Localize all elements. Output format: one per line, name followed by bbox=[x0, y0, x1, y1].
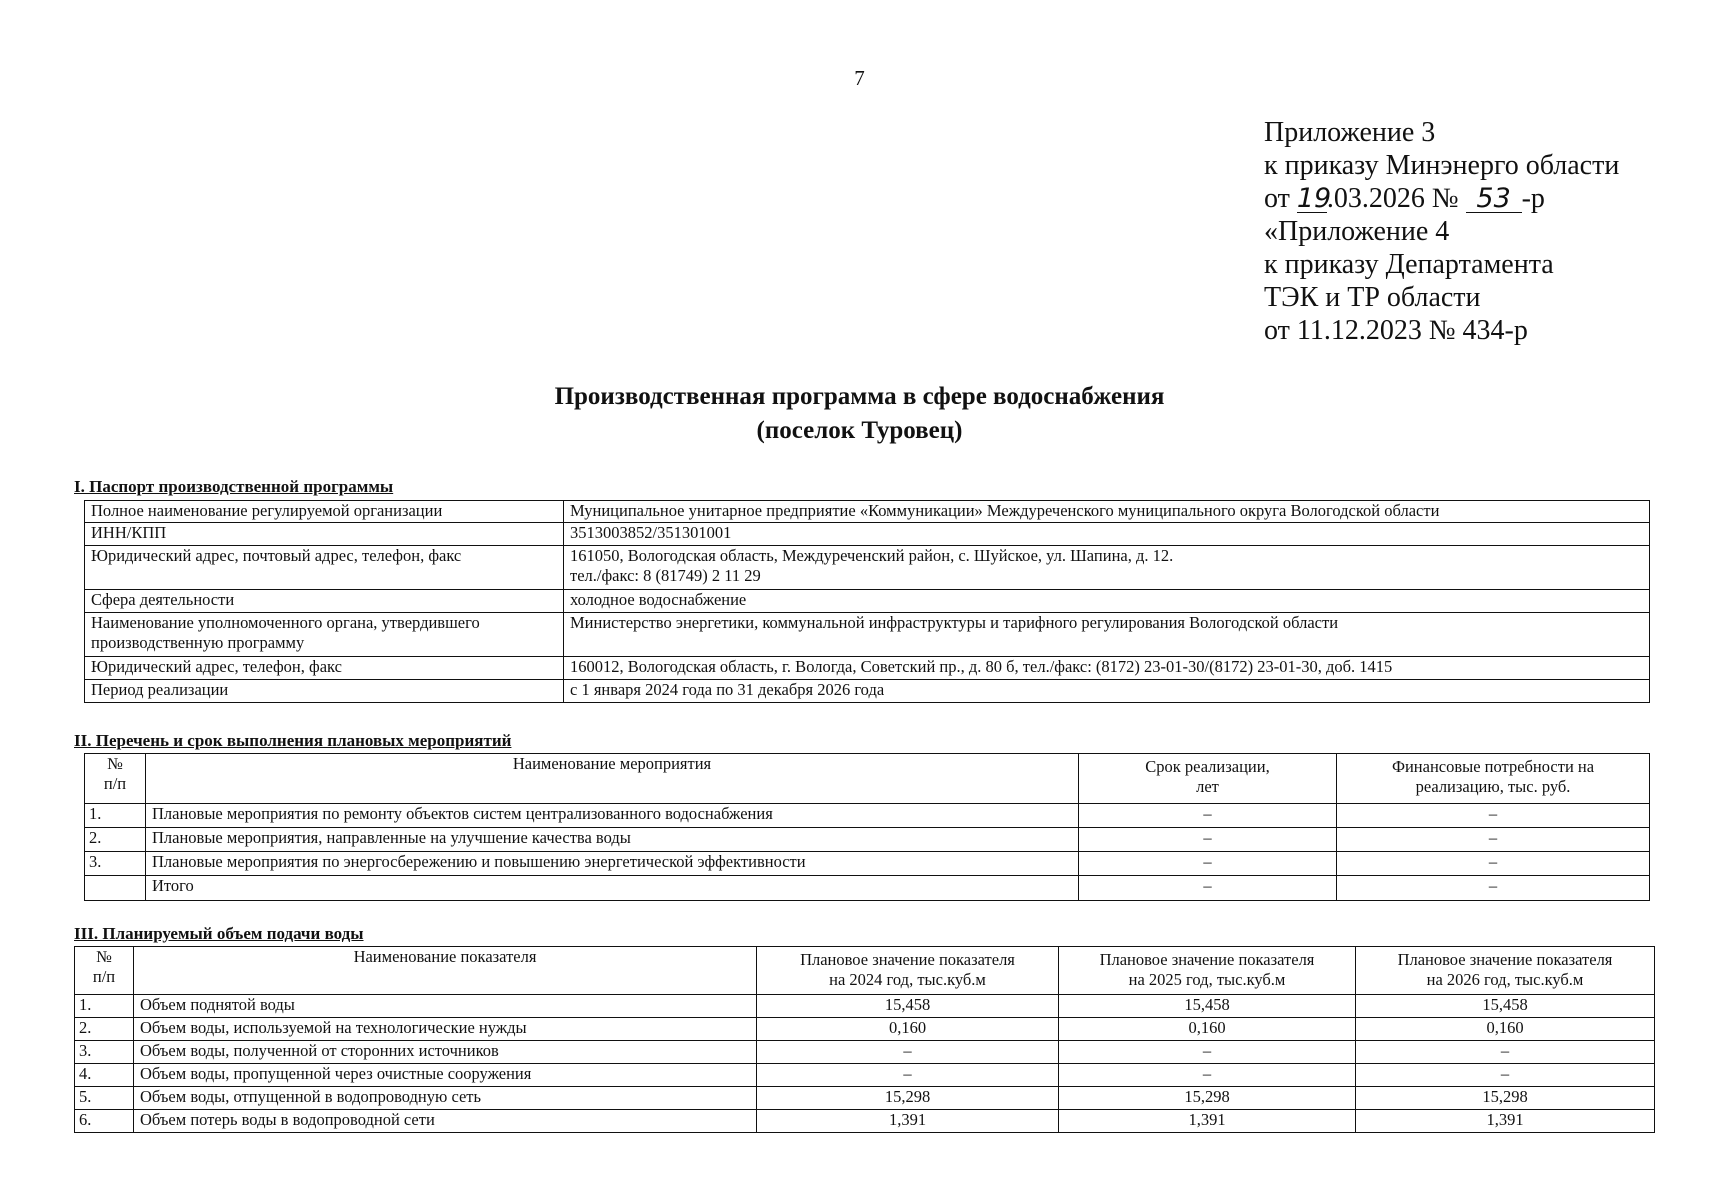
measure-name: Плановые мероприятия, направленные на улучшение качества воды bbox=[146, 828, 1079, 852]
section-1-heading: I. Паспорт производственной программы bbox=[74, 477, 394, 496]
table-header-row bbox=[85, 754, 1650, 804]
col-header-term bbox=[1079, 754, 1337, 804]
measures-table bbox=[84, 753, 1650, 901]
row-number bbox=[85, 876, 146, 901]
appendix-line: к приказу Департамента bbox=[1264, 249, 1554, 280]
value-2025: 1,391 bbox=[1059, 1110, 1356, 1133]
header-line: № bbox=[107, 754, 123, 773]
table-row bbox=[85, 590, 1650, 613]
table-row bbox=[85, 828, 1650, 852]
header-line: на 2024 год, тыс.куб.м bbox=[829, 970, 986, 989]
passport-value: с 1 января 2024 года по 31 декабря 2026 года bbox=[564, 680, 1650, 703]
indicator-name: Объем поднятой воды bbox=[134, 995, 757, 1018]
header-line: Финансовые потребности на bbox=[1391, 757, 1595, 776]
table-header-row bbox=[75, 947, 1655, 995]
value-2025: – bbox=[1059, 1041, 1356, 1064]
row-number: 1. bbox=[85, 804, 146, 828]
appendix-line: Приложение 3 bbox=[1264, 117, 1436, 148]
row-number: 5. bbox=[75, 1087, 134, 1110]
handwritten-order-number: 53 bbox=[1466, 186, 1522, 213]
water-volume-table bbox=[74, 946, 1655, 1133]
measure-finance: – bbox=[1337, 804, 1650, 828]
measure-name: Плановые мероприятия по ремонту объектов систем централизованного водоснабжения bbox=[146, 804, 1079, 828]
title-line: Производственная программа в сфере водоснабжения bbox=[554, 383, 1165, 410]
passport-label: Сфера деятельности bbox=[85, 590, 564, 613]
value-2025: 0,160 bbox=[1059, 1018, 1356, 1041]
date-rest: .03.2026 № bbox=[1326, 183, 1466, 214]
measure-finance: – bbox=[1337, 828, 1650, 852]
col-header-2026 bbox=[1356, 947, 1655, 995]
row-number: 3. bbox=[85, 852, 146, 876]
table-row bbox=[85, 852, 1650, 876]
order-suffix: -р bbox=[1521, 183, 1545, 214]
header-line: лет bbox=[1196, 777, 1219, 796]
header-line: Срок реализации, bbox=[1145, 757, 1270, 776]
table-row bbox=[75, 1041, 1655, 1064]
passport-label: Юридический адрес, почтовый адрес, телефон, факс bbox=[85, 546, 564, 590]
col-header-name: Наименование мероприятия bbox=[146, 754, 1079, 804]
passport-label: Юридический адрес, телефон, факс bbox=[85, 657, 564, 680]
header-line: реализацию, тыс. руб. bbox=[1415, 777, 1571, 796]
appendix-line: ТЭК и ТР области bbox=[1264, 282, 1481, 313]
appendix-header bbox=[1264, 116, 1619, 347]
value-2024: – bbox=[757, 1041, 1059, 1064]
table-row bbox=[75, 1064, 1655, 1087]
col-header-2025 bbox=[1059, 947, 1356, 995]
table-row bbox=[85, 804, 1650, 828]
appendix-line: «Приложение 4 bbox=[1264, 216, 1450, 247]
phone-line: тел./факс: 8 (81749) 2 11 29 bbox=[570, 566, 761, 585]
page-number: 7 bbox=[854, 66, 865, 90]
section-3-heading: III. Планируемый объем подачи воды bbox=[74, 924, 364, 943]
value-2026: 1,391 bbox=[1356, 1110, 1655, 1133]
appendix-line: к приказу Минэнерго области bbox=[1264, 150, 1620, 181]
indicator-name: Объем воды, используемой на технологические нужды bbox=[134, 1018, 757, 1041]
section-2-heading: II. Перечень и срок выполнения плановых мероприятий bbox=[74, 731, 512, 750]
passport-value: холодное водоснабжение bbox=[564, 590, 1650, 613]
measure-name: Итого bbox=[146, 876, 1079, 901]
value-2025: 15,298 bbox=[1059, 1087, 1356, 1110]
appendix-date-line bbox=[1264, 182, 1619, 215]
header-line: Плановое значение показателя bbox=[1099, 950, 1315, 969]
value-2026: 15,298 bbox=[1356, 1087, 1655, 1110]
value-2025: – bbox=[1059, 1064, 1356, 1087]
indicator-name: Объем воды, полученной от сторонних источников bbox=[134, 1041, 757, 1064]
measure-term: – bbox=[1079, 852, 1337, 876]
header-line: Плановое значение показателя bbox=[800, 950, 1015, 969]
header-line: на 2026 год, тыс.куб.м bbox=[1426, 970, 1584, 989]
row-number: 3. bbox=[75, 1041, 134, 1064]
measure-name: Плановые мероприятия по энергосбережению и повышению энергетической эффективности bbox=[146, 852, 1079, 876]
table-row bbox=[85, 657, 1650, 680]
passport-value: 3513003852/351301001 bbox=[564, 523, 1650, 546]
row-number: 6. bbox=[75, 1110, 134, 1133]
address-line: 161050, Вологодская область, Междуреченский район, с. Шуйское, ул. Шапина, д. 12. bbox=[570, 546, 1174, 565]
value-2024: 1,391 bbox=[757, 1110, 1059, 1133]
passport-label: ИНН/КПП bbox=[85, 523, 564, 546]
measure-finance: – bbox=[1337, 876, 1650, 901]
measure-term: – bbox=[1079, 804, 1337, 828]
col-header-indicator: Наименование показателя bbox=[134, 947, 757, 995]
date-prefix: от bbox=[1264, 183, 1297, 214]
table-row bbox=[75, 1018, 1655, 1041]
table-row bbox=[85, 523, 1650, 546]
table-row bbox=[75, 1110, 1655, 1133]
passport-label: Полное наименование регулируемой организации bbox=[85, 501, 564, 523]
passport-label: Наименование уполномоченного органа, утвердившего производственную программу bbox=[85, 613, 564, 657]
value-2026: – bbox=[1356, 1041, 1655, 1064]
row-number: 2. bbox=[85, 828, 146, 852]
title-line: (поселок Туровец) bbox=[756, 417, 963, 444]
table-row bbox=[75, 1087, 1655, 1110]
row-number: 2. bbox=[75, 1018, 134, 1041]
measure-term: – bbox=[1079, 828, 1337, 852]
document-title bbox=[0, 380, 1719, 448]
header-line: Плановое значение показателя bbox=[1397, 950, 1613, 969]
header-line: № bbox=[96, 947, 112, 966]
col-header-number bbox=[85, 754, 146, 804]
header-line: на 2025 год, тыс.куб.м bbox=[1128, 970, 1286, 989]
value-2026: 0,160 bbox=[1356, 1018, 1655, 1041]
passport-table bbox=[84, 500, 1650, 703]
value-2026: 15,458 bbox=[1356, 995, 1655, 1018]
header-line: п/п bbox=[103, 774, 127, 793]
value-2026: – bbox=[1356, 1064, 1655, 1087]
indicator-name: Объем потерь воды в водопроводной сети bbox=[134, 1110, 757, 1133]
indicator-name: Объем воды, пропущенной через очистные сооружения bbox=[134, 1064, 757, 1087]
handwritten-day: 19 bbox=[1296, 183, 1332, 214]
passport-value: Муниципальное унитарное предприятие «Коммуникации» Междуреченского муниципального округа Вологодской области bbox=[564, 501, 1650, 523]
table-row bbox=[85, 613, 1650, 657]
col-header-finance bbox=[1337, 754, 1650, 804]
passport-value bbox=[564, 546, 1650, 590]
table-row bbox=[85, 501, 1650, 523]
value-2024: 15,298 bbox=[757, 1087, 1059, 1110]
row-number: 1. bbox=[75, 995, 134, 1018]
passport-value: Министерство энергетики, коммунальной инфраструктуры и тарифного регулирования Вологодской области bbox=[564, 613, 1650, 657]
value-2025: 15,458 bbox=[1059, 995, 1356, 1018]
value-2024: – bbox=[757, 1064, 1059, 1087]
col-header-number bbox=[75, 947, 134, 995]
value-2024: 15,458 bbox=[757, 995, 1059, 1018]
header-line: п/п bbox=[92, 967, 116, 986]
col-header-2024 bbox=[757, 947, 1059, 995]
table-row bbox=[85, 546, 1650, 590]
passport-value: 160012, Вологодская область, г. Вологда, Советский пр., д. 80 б, тел./факс: (8172) 23-01-30/(8172) 23-01-30, доб. 1415 bbox=[564, 657, 1650, 680]
table-row bbox=[75, 995, 1655, 1018]
row-number: 4. bbox=[75, 1064, 134, 1087]
measure-finance: – bbox=[1337, 852, 1650, 876]
passport-label: Период реализации bbox=[85, 680, 564, 703]
table-total-row bbox=[85, 876, 1650, 901]
appendix-line: от 11.12.2023 № 434-р bbox=[1264, 315, 1528, 346]
value-2024: 0,160 bbox=[757, 1018, 1059, 1041]
measure-term: – bbox=[1079, 876, 1337, 901]
table-row bbox=[85, 680, 1650, 703]
indicator-name: Объем воды, отпущенной в водопроводную сеть bbox=[134, 1087, 757, 1110]
